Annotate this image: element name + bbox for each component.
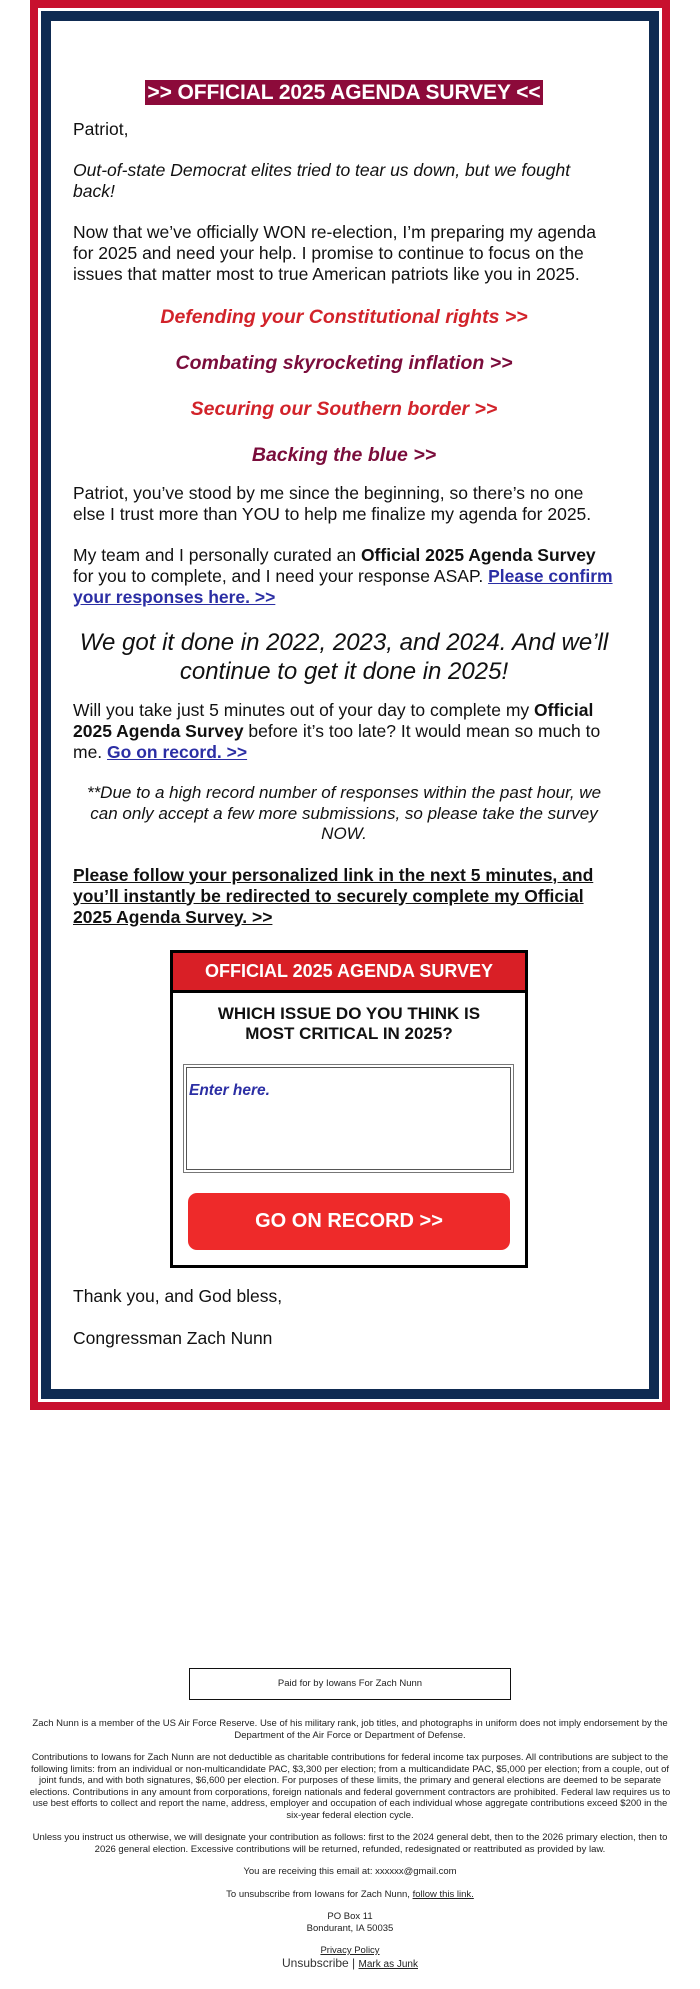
designation-disclaimer: Unless you instruct us otherwise, we will designate your contribution as follows: first to the 2024 general debt, then to the 2026 primary election, then to 2026 general election. Excessive contributions will be returned, refunded, redesignated or reattributed as provided by law. [32,1832,668,1855]
headline-wrap [73,80,615,105]
go-on-record-button[interactable]: GO ON RECORD >> [188,1193,510,1250]
email-body [51,21,649,1389]
closing: Thank you, and God bless, [73,1285,283,1306]
survey-question: WHICH ISSUE DO YOU THINK IS MOST CRITICAL IN 2025? [217,1003,481,1043]
issue-link-inflation[interactable]: Combating skyrocketing inflation >> [175,352,513,374]
paragraph-3-pre: My team and I personally curated an [73,545,361,565]
survey-header: OFFICIAL 2025 AGENDA SURVEY [173,953,525,993]
paragraph-4 [73,700,615,763]
address-line-1: PO Box 11 [327,1911,373,1922]
mark-as-junk-link[interactable]: Mark as Junk [358,1958,418,1970]
unsubscribe-follow-link[interactable]: follow this link. [412,1888,474,1900]
paragraph-3-post: for you to complete, and I need your response ASAP. [73,566,489,586]
unsubscribe-text: To unsubscribe from Iowans for Zach Nunn, [226,1888,413,1900]
paragraph-3 [73,545,615,608]
intro-italic: Out-of-state Democrat elites tried to tear us down, but we fought back! [73,160,571,201]
link-separator: | [348,1955,359,1970]
mailing-address [0,1911,700,1934]
greeting: Patriot, [73,119,129,139]
email-border-gap [38,8,662,1402]
paragraph-4-bold: Official 2025 Agenda Survey [73,700,594,741]
survey-answer-field[interactable] [183,1064,514,1173]
signoff [73,1286,615,1349]
bottom-links [0,1957,700,1971]
issue-link-backing-the-blue[interactable]: Backing the blue >> [251,444,437,466]
survey-box [170,950,528,1268]
issue-list [73,305,615,467]
paragraph-1: Now that we’ve officially WON re-election, I’m preparing my agenda for 2025 and need your help. I promise to continue to focus on the issues that matter most to true American patriots like you in 2025. [73,222,596,284]
address-line-2: Bondurant, IA 50035 [306,1922,394,1934]
signature: Congressman Zach Nunn [73,1327,273,1348]
survey-answer-placeholder: Enter here. [186,1067,511,1170]
paragraph-4-post: before it’s too late? It would mean so much to me. [73,721,601,762]
headline: >> OFFICIAL 2025 AGENDA SURVEY << [147,81,541,104]
personalized-link[interactable]: Please follow your personalized link in the next 5 minutes, and you’ll instantly be redirected to securely complete my Official 2025 Agenda Survey. >> [73,864,594,927]
paragraph-2: Patriot, you’ve stood by me since the beginning, so there’s no one else I trust more than YOU to help me finalize my agenda for 2025. [73,483,592,524]
confirm-responses-link[interactable]: Please confirm your responses here. >> [73,566,613,607]
contributions-disclaimer: Contributions to Iowans for Zach Nunn are not deductible as charitable contributions for federal income tax purposes. All contributions are subject to the following limits: from an individual or non-multicandidate PAC, $3,300 per election; from a multicandidate PAC, $5,000 per election; from a couple, out of joint funds, and with both signatures, $6,600 per election. For purposes of these limits, the primary and general elections are deemed to be separate elections. Contributions in any amount from corporations, foreign nationals and federal government contractors are prohibited. Federal law requires us to use best efforts to collect and report the name, address, employer and occupation of each individual whose aggregate contributions exceed $200 in the six-year federal election cycle. [29,1752,671,1821]
privacy-policy-link[interactable]: Privacy Policy [320,1945,380,1956]
footer [0,1668,700,1971]
urgent-note: **Due to a high record number of responses within the past hour, we can only accept a few more submissions, so please take the survey NOW. [86,783,602,843]
paragraph-3-bold: Official 2025 Agenda Survey [360,545,596,565]
paid-for-box: Paid for by Iowans For Zach Nunn [189,1668,511,1700]
email-border-navy [41,11,659,1399]
issue-link-southern-border[interactable]: Securing our Southern border >> [190,398,498,420]
email-content [73,80,615,1349]
big-quote: We got it done in 2022, 2023, and 2024. And we’ll continue to get it done in 2025! [79,629,609,685]
paragraph-4-pre: Will you take just 5 minutes out of your day to complete my [73,700,535,720]
go-on-record-link[interactable]: Go on record. >> [107,742,248,762]
unsubscribe-line [28,1889,672,1901]
email-border-red [30,0,670,1410]
unsubscribe-link[interactable]: Unsubscribe [282,1955,349,1970]
military-disclaimer: Zach Nunn is a member of the US Air Force Reserve. Use of his military rank, job titles, and photographs in uniform does not imply endorsement by the Department of the Air Force or Department of Defense. [32,1718,668,1741]
receiving-email: You are receiving this email at: xxxxxx@gmail.com [243,1866,457,1877]
issue-link-constitutional-rights[interactable]: Defending your Constitutional rights >> [160,306,528,328]
